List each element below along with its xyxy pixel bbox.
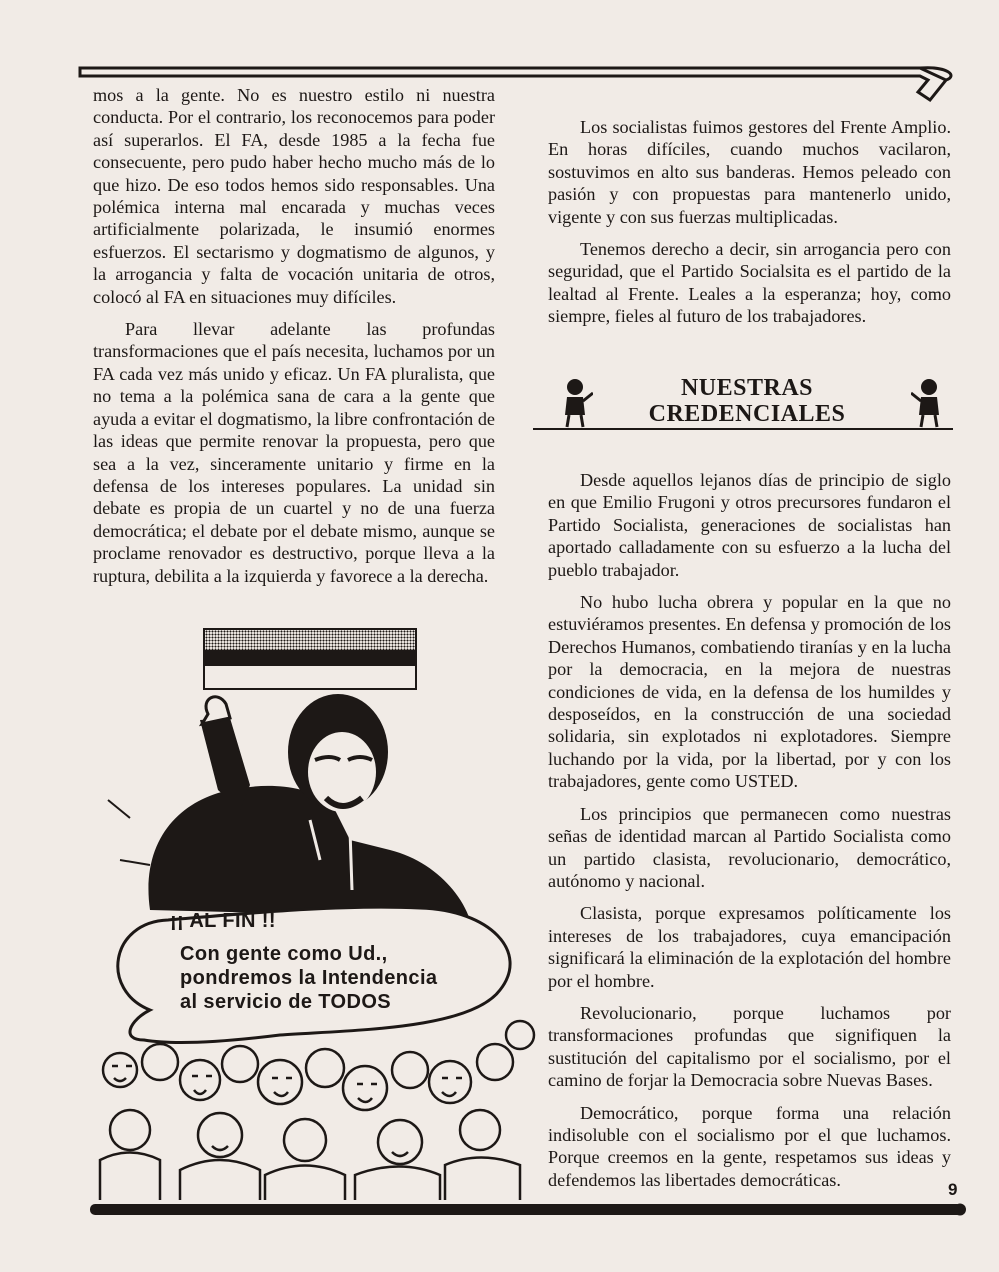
section-title-line-2: CREDENCIALES bbox=[648, 401, 846, 427]
crowd-illustration bbox=[100, 1021, 534, 1200]
flag-stripe-middle bbox=[205, 650, 415, 666]
left-column-text bbox=[93, 84, 495, 597]
heading-rule bbox=[533, 428, 953, 430]
section-title-line-1: NUESTRAS bbox=[680, 375, 814, 401]
bottom-scroll-bar bbox=[90, 1203, 968, 1217]
page-number: 9 bbox=[948, 1180, 958, 1199]
left-paragraph-1: mos a la gente. No es nuestro estilo ni nuestra conducta. Por el contrario, los reconocemos para poder así superarlos. El FA, desde 1985 a la fecha fue consecuente, pero pudo haber hecho mucho más de lo que hizo. De eso todos hemos sido responsables. Una polémica interna mal encarada y muchas veces artificialmente polarizada, le insumió enormes esfuerzos. El sectarismo y dogmatismo de algunos, y la arrogancia y falta de vocación unitaria de otros, colocó al FA en situaciones muy difíciles. bbox=[93, 85, 495, 307]
right-bottom-paragraph-5: Revolucionario, porque luchamos por transformaciones profundas que signifiquen la sustitución del capitalismo por el socialismo, por el camino de forjar la Democracia sobre Nuevas Bases. bbox=[548, 1002, 951, 1091]
bubble-line-1: Con gente como Ud., bbox=[180, 943, 388, 965]
right-top-paragraph-1: Los socialistas fuimos gestores del Frente Amplio. En horas difíciles, cuando muchos vacilaron, sostuvimos en alto sus banderas. Hemos peleado con pasión y con propuestas para mantenerlo unido, vigente y con sus fuerzas multiplicadas. bbox=[548, 117, 951, 227]
bubble-message bbox=[180, 942, 500, 1014]
right-top-paragraph-2: Tenemos derecho a decir, sin arrogancia pero con seguridad, que el Partido Socialsita es el partido de la lealtad al Frente. Leales a la esperanza; hoy, como siempre, fieles al futuro de los trabajadores. bbox=[548, 239, 951, 327]
section-heading bbox=[533, 371, 953, 433]
right-column-bottom-text bbox=[548, 469, 951, 1201]
bubble-line-3: al servicio de TODOS bbox=[180, 991, 392, 1013]
right-figure-icon bbox=[911, 377, 947, 429]
right-bottom-paragraph-6: Democrático, porque forma una relación indisoluble con el socialismo por el que luchamos. Porque creemos en la gente, respetamos sus ideas y defendemos las libertades democráticas. bbox=[548, 1102, 951, 1190]
left-paragraph-2: Para llevar adelante las profundas transformaciones que el país necesita, luchamos por un FA cada vez más unido y eficaz. Un FA pluralista, que no tema a la polémica sana de cara a la gente que ayuda a evitar el dogmatismo, la libre confrontación de las ideas que permite renovar la propuesta, pero que sea a la vez, sinceramente unitario y firme en la defensa de los intereses populares. La unidad sin debate es propia de un cuartel y no de una fuerza democrática; el debate por el debate mismo, aunque se proclame renovador es destructivo, porque lleva a la ruptura, debilita a la izquierda y favorece a la derecha. bbox=[93, 319, 495, 586]
flag-stripe-top bbox=[205, 630, 415, 650]
right-bottom-paragraph-2: No hubo lucha obrera y popular en la que no estuviéramos presentes. En defensa y promoción de los Derechos Humanos, combatiendo tiranías y en la lucha por la democracia, en la mejora de nuestras condiciones de vida, en la defensa de los humildes y desposeídos, en la construcción de una sociedad solidaria, sin explotados ni explotadores. Siempre luchando por la vida, por la libertad, por y con los trabajadores, gente como USTED. bbox=[548, 592, 951, 792]
right-bottom-paragraph-4: Clasista, porque expresamos políticamente los intereses de los trabajadores, cuya emancipación significará la eliminación de la explotación del hombre por el hombre. bbox=[548, 903, 951, 991]
right-bottom-paragraph-1: Desde aquellos lejanos días de principio de siglo en que Emilio Frugoni y otros precursores fundaron el Partido Socialista, generaciones de socialistas han aportado calladamente con su esfuerzo a la lucha del pueblo trabajador. bbox=[548, 470, 951, 580]
bubble-title: ¡¡ AL FIN !! bbox=[170, 910, 276, 932]
bubble-line-2: pondremos la Intendencia bbox=[180, 967, 438, 989]
speaker-figure bbox=[108, 694, 470, 920]
right-column-top-text bbox=[548, 116, 951, 338]
section-title bbox=[627, 375, 867, 427]
right-bottom-paragraph-3: Los principios que permanecen como nuestras señas de identidad marcan al Partido Socialista como un partido clasista, revolucionario, democrático, autónomo y nacional. bbox=[548, 803, 951, 891]
party-flag bbox=[203, 628, 417, 690]
left-figure-icon bbox=[557, 377, 593, 429]
